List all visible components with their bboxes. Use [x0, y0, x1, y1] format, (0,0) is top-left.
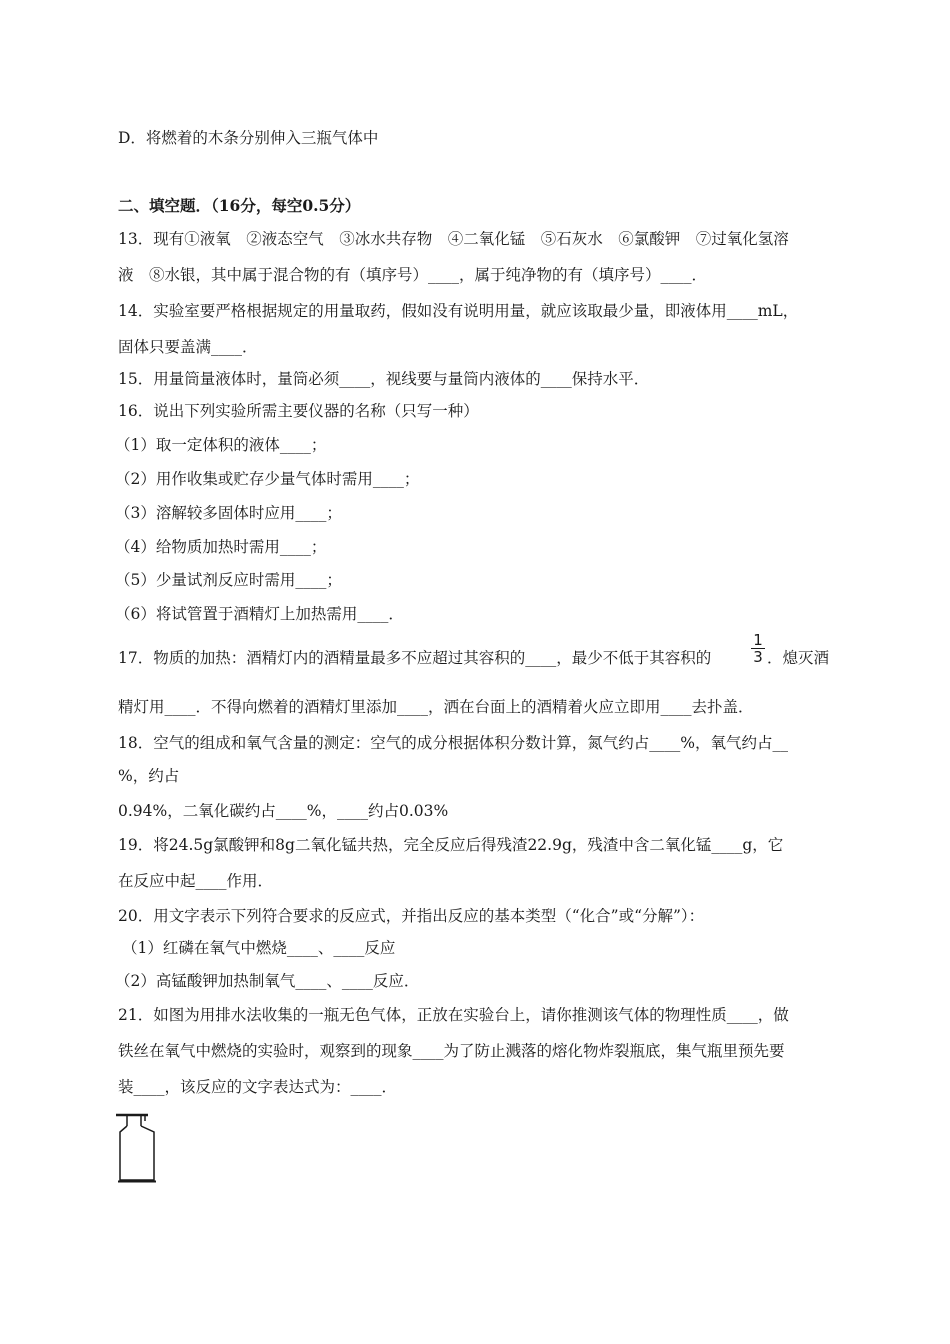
q16-item-2: （2）用作收集或贮存少量气体时需用____； — [115, 470, 420, 488]
q20-item-1: （1）红磷在氧气中燃烧____、____反应 — [122, 939, 396, 957]
q18-line2: %，约占 — [118, 767, 180, 785]
q14-line2: 固体只要盖满____． — [118, 338, 258, 356]
q17-line1-end: ．熄灭酒 — [767, 649, 830, 667]
q19-line2: 在反应中起____作用． — [118, 872, 274, 890]
q20-stem: 20．用文字表示下列符合要求的反应式，并指出反应的基本类型（“化合”或“分解”）： — [118, 907, 705, 925]
gas-collection-bottle-icon — [115, 1112, 161, 1184]
q18-line1: 18．空气的组成和氧气含量的测定：空气的成分根据体积分数计算，氮气约占____%，氧气约占__ — [118, 734, 788, 752]
q21-line1: 21．如图为用排水法收集的一瓶无色气体，正放在实验台上，请你推测该气体的物理性质____，做 — [118, 1006, 789, 1024]
q16-item-6: （6）将试管置于酒精灯上加热需用____． — [115, 605, 404, 623]
q19-line1: 19．将24.5g氯酸钾和8g二氧化锰共热，完全反应后得残渣22.9g，残渣中含二氧化锰____g，它 — [118, 836, 784, 854]
q13-line1: 13．现有①液氧 ②液态空气 ③冰水共存物 ④二氧化锰 ⑤石灰水 ⑥氯酸钾 ⑦过氧化氢溶 — [118, 230, 789, 248]
section-heading: 二、填空题．（16分，每空0.5分） — [118, 196, 361, 215]
q20-item-2: （2）高锰酸钾加热制氧气____、____反应． — [115, 972, 420, 990]
q16-item-3: （3）溶解较多固体时应用____； — [115, 504, 342, 522]
q21-line2: 铁丝在氧气中燃烧的实验时，观察到的现象____为了防止溅落的熔化物炸裂瓶底，集气瓶里预先要 — [118, 1042, 785, 1060]
q15-text: 15．用量筒量液体时，量筒必须____，视线要与量筒内液体的____保持水平． — [118, 370, 650, 388]
q13-line2: 液 ⑧水银，其中属于混合物的有（填序号）____，属于纯净物的有（填序号）____． — [118, 266, 708, 284]
fraction-numerator: 1 — [751, 632, 765, 649]
q16-stem: 16．说出下列实验所需主要仪器的名称（只写一种） — [118, 402, 479, 420]
fraction-one-third — [751, 632, 765, 665]
fraction-denominator: 3 — [753, 648, 763, 666]
q16-item-4: （4）给物质加热时需用____； — [115, 538, 327, 556]
q21-line3: 装____，该反应的文字表达式为：____． — [118, 1078, 398, 1096]
q17-line2: 精灯用____．不得向燃着的酒精灯里添加____，洒在台面上的酒精着火应立即用____去扑盖． — [118, 698, 754, 716]
q16-item-5: （5）少量试剂反应时需用____； — [115, 571, 342, 589]
q14-line1: 14．实验室要严格根据规定的用量取药，假如没有说明用量，就应该取最少量，即液体用____mL， — [118, 302, 799, 320]
q17-line1-start: 17．物质的加热：酒精灯内的酒精量最多不应超过其容积的____，最少不低于其容积的 — [118, 649, 712, 667]
option-d-text: D．将燃着的木条分别伸入三瓶气体中 — [118, 129, 379, 147]
q18-line3: 0.94%，二氧化碳约占____%，____约占0.03% — [118, 802, 449, 820]
q16-item-1: （1）取一定体积的液体____； — [115, 436, 327, 454]
